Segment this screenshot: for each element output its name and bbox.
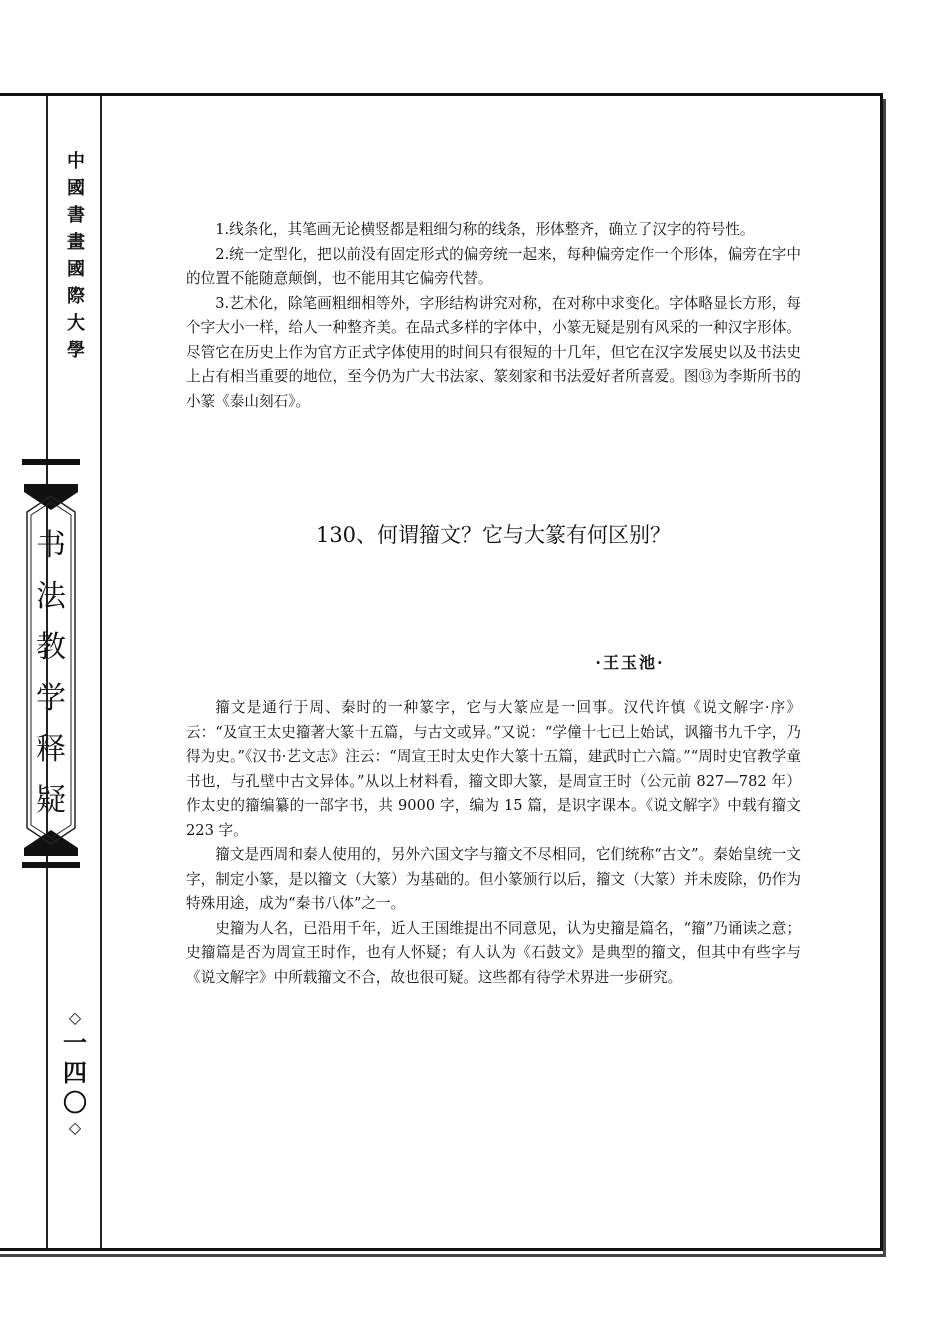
school-name-char: 際 [67, 286, 85, 307]
section-body-text [186, 696, 801, 990]
page-number-char: 一 [63, 1028, 87, 1057]
school-name-char: 畫 [67, 232, 85, 253]
banner-bottom-bar [22, 862, 80, 868]
school-name-char: 中 [67, 151, 85, 172]
section-author: ·王玉池· [595, 653, 665, 672]
book-title-char: 法 [36, 579, 66, 614]
paragraph: 籀文是通行于周、秦时的一种篆字，它与大篆应是一回事。汉代许慎《说文解字·序》云：“及宣王太史籀著大篆十五篇，与古文或异。”又说：“学僮十七已上始试，讽籀书九千字，乃得为史。”《汉书·艺文志》注云：“周宣王时太史作大篆十五篇，建武时亡六篇。”“周时史官教学童书也，与孔壁中古文异体。”从以上材料看，籀文即大篆，是周宣王时（公元前 827—782 年）作太史的籀编纂的一部字书，共 9000 字，编为 15 篇，是识字课本。《说文解字》中载有籀文 223 字。 [186, 699, 801, 839]
book-title-char: 教 [36, 630, 66, 665]
book-title-char: 释 [36, 732, 66, 767]
banner-top-bar [22, 459, 80, 465]
school-name-char: 大 [67, 313, 85, 334]
page-number-char: 四 [63, 1058, 87, 1087]
paragraph: 籀文是西周和秦人使用的，另外六国文字与籀文不尽相同，它们统称“古文”。秦始皇统一文字，制定小篆，是以籀文（大篆）为基础的。但小篆颁行以后，籀文（大篆）并未废除，仍作为特殊用途，成为“秦书八体”之一。 [186, 846, 801, 912]
diamond-icon: ◇ [68, 1118, 82, 1137]
book-title-banner [24, 484, 78, 856]
school-name-vertical [57, 148, 95, 364]
book-title-char: 学 [36, 681, 66, 716]
previous-section-text [186, 218, 801, 414]
sidebar-rule-right [100, 96, 102, 1248]
book-title-char: 书 [36, 528, 66, 563]
diamond-icon: ◇ [68, 1008, 82, 1027]
paragraph: 3.艺术化，除笔画粗细相等外，字形结构讲究对称，在对称中求变化。字体略显长方形，每个字大小一样，给人一种整齐美。在品式多样的字体中，小篆无疑是别有风采的一种汉字形体。尽管它在历史上作为官方正式字体使用的时间只有很短的十几年，但它在汉字发展史以及书法史上占有相当重要的地位，至今仍为广大书法家、篆刻家和书法爱好者所喜爱。图⑬为李斯所书的小篆《泰山刻石》。 [186, 294, 801, 410]
school-name-char: 書 [67, 205, 85, 226]
school-name-char: 學 [67, 340, 85, 361]
book-title-char: 疑 [36, 783, 66, 818]
page-number [60, 1008, 90, 1138]
paragraph: 2.统一定型化，把以前没有固定形式的偏旁统一起来，每种偏旁定作一个形体，偏旁在字中的位置不能随意颠倒，也不能用其它偏旁代替。 [186, 245, 801, 287]
section-heading: 130、何谓籀文？它与大篆有何区别？ [315, 523, 672, 547]
school-name-char: 國 [67, 178, 85, 199]
paragraph: 1.线条化，其笔画无论横竖都是粗细匀称的线条，形体整齐，确立了汉字的符号性。 [215, 221, 755, 238]
paragraph: 史籀为人名，已沿用千年，近人王国维提出不同意见，认为史籀是篇名，“籀”乃诵读之意；史籀篇是否为周宣王时作，也有人怀疑；有人认为《石鼓文》是典型的籀文，但其中有些字与《说文解字》中所载籀文不合，故也很可疑。这些都有待学术界进一步研究。 [186, 919, 801, 986]
page-number-char: 〇 [63, 1088, 87, 1117]
school-name-char: 國 [67, 259, 85, 280]
